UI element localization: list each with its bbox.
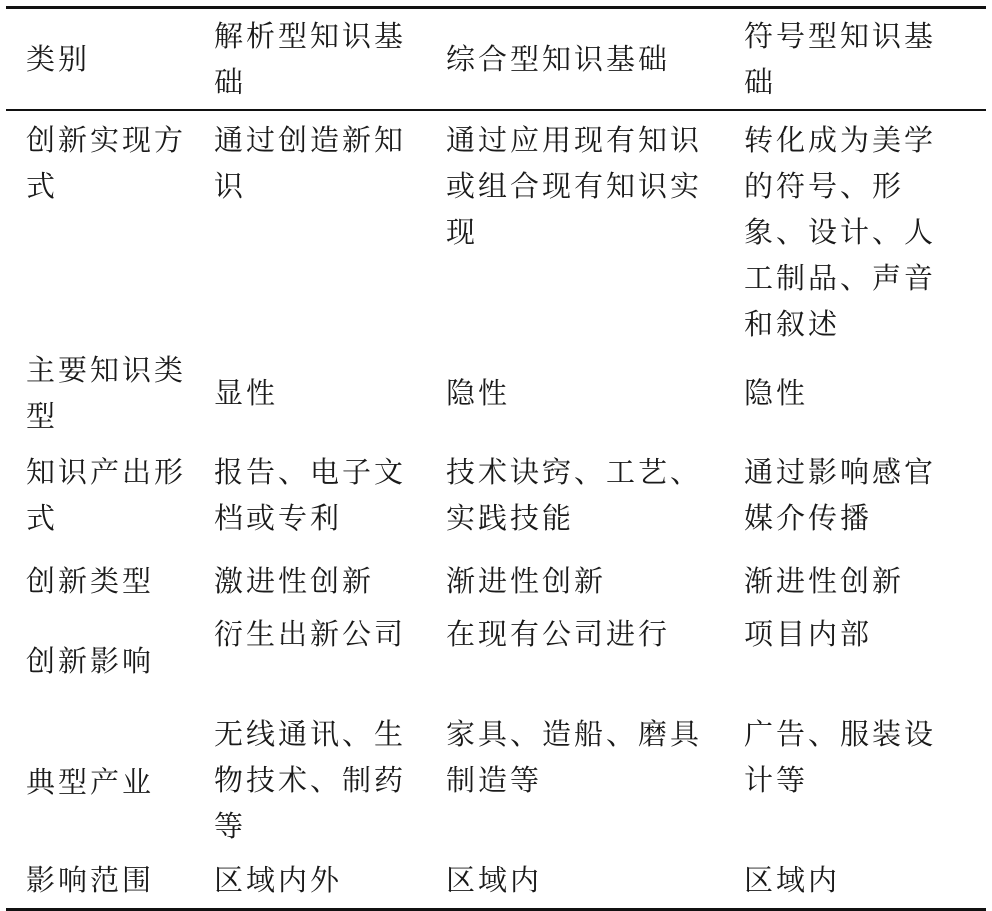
row-label: 影响范围: [26, 863, 155, 898]
table-row: [6, 853, 986, 909]
table-header-row: [6, 8, 986, 111]
cell-symbolic: 广告、服装设计等: [744, 717, 937, 797]
row-label: 创新类型: [26, 564, 155, 598]
row-label: 典型产业: [26, 765, 155, 799]
cell-synthetic: 家具、造船、磨具制造等: [446, 717, 703, 797]
table-row: [6, 347, 986, 439]
header-category: 类别: [26, 42, 91, 76]
cell-symbolic: 渐进性创新: [744, 564, 905, 598]
row-label: 知识产出形式: [26, 455, 187, 535]
cell-analytical: 显性: [214, 376, 279, 410]
cell-symbolic: 通过影响感官媒介传播: [744, 455, 937, 535]
table-row: [6, 439, 986, 551]
cell-synthetic: 隐性: [446, 376, 511, 410]
cell-analytical: 报告、电子文档或专利: [214, 455, 407, 535]
row-label: 创新实现方式: [26, 123, 187, 203]
cell-symbolic: 转化成为美学的符号、形象、设计、人工制品、声音和叙述: [744, 123, 937, 341]
row-label: 创新影响: [26, 644, 155, 678]
cell-analytical: 激进性创新: [214, 564, 375, 598]
knowledge-base-table-container: [6, 6, 986, 911]
cell-analytical: 无线通讯、生物技术、制药等: [214, 717, 407, 843]
cell-analytical: 通过创造新知识: [214, 123, 407, 203]
cell-symbolic: 区域内: [744, 863, 841, 898]
row-label: 主要知识类型: [26, 353, 187, 433]
cell-symbolic: 项目内部: [744, 617, 873, 651]
table-row: [6, 611, 986, 711]
cell-synthetic: 技术诀窍、工艺、实践技能: [446, 455, 703, 535]
header-symbolic: 符号型知识基础: [744, 19, 937, 99]
cell-analytical: 区域内外: [214, 863, 343, 898]
knowledge-base-comparison-table: [6, 6, 986, 911]
cell-analytical: 衍生出新公司: [214, 617, 407, 651]
header-analytical: 解析型知识基础: [214, 19, 407, 99]
table-row: [6, 551, 986, 611]
cell-symbolic: 隐性: [744, 376, 809, 410]
header-synthetic: 综合型知识基础: [446, 42, 671, 76]
cell-synthetic: 区域内: [446, 863, 543, 898]
table-row: [6, 711, 986, 853]
cell-synthetic: 渐进性创新: [446, 564, 607, 598]
cell-synthetic: 通过应用现有知识或组合现有知识实现: [446, 123, 703, 249]
table-row: [6, 110, 986, 347]
cell-synthetic: 在现有公司进行: [446, 617, 671, 651]
